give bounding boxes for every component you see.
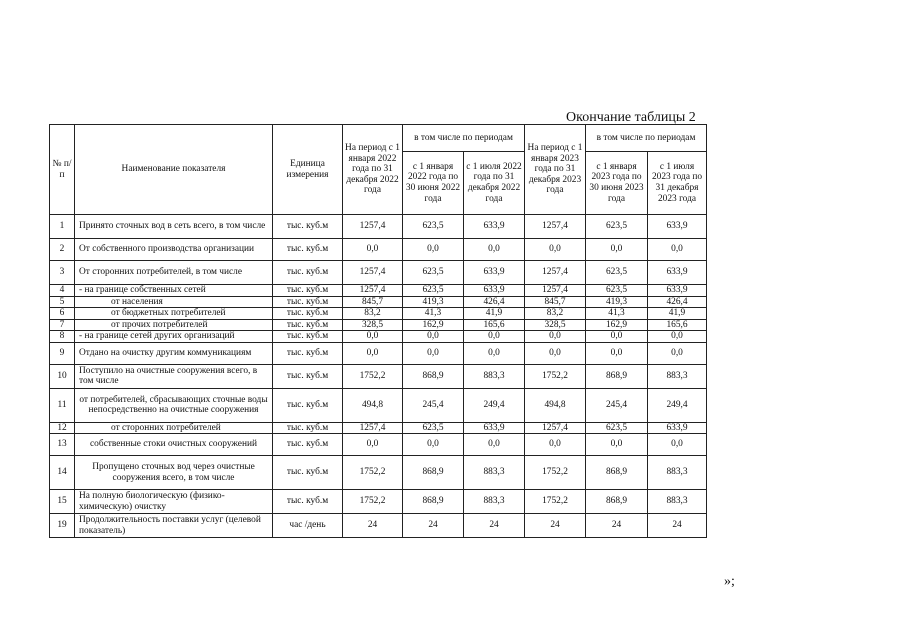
row-number: 7 <box>50 319 75 331</box>
row-value: 868,9 <box>403 456 464 490</box>
row-value: 883,3 <box>464 456 525 490</box>
row-value: 24 <box>403 514 464 538</box>
row-number: 19 <box>50 514 75 538</box>
row-number: 10 <box>50 364 75 388</box>
row-name: От сторонних потребителей, в том числе <box>75 261 273 285</box>
row-value: 249,4 <box>648 388 707 422</box>
row-value: 0,0 <box>648 342 707 364</box>
row-name: На полную биологическую (физико-химическую) очистку <box>75 490 273 514</box>
row-value: 0,0 <box>464 434 525 456</box>
row-name: От собственного производства организации <box>75 239 273 261</box>
row-value: 1257,4 <box>525 422 586 434</box>
row-value: 165,6 <box>464 319 525 331</box>
header-sub-2023: в том числе по периодам <box>586 125 707 152</box>
row-value: 1752,2 <box>343 364 403 388</box>
row-value: 1752,2 <box>525 490 586 514</box>
table-row <box>50 285 707 297</box>
row-unit: тыс. куб.м <box>273 490 343 514</box>
row-value: 426,4 <box>464 296 525 308</box>
row-number: 4 <box>50 285 75 297</box>
row-value: 0,0 <box>403 331 464 343</box>
row-value: 623,5 <box>403 285 464 297</box>
row-name: - на границе сетей других организаций <box>75 331 273 343</box>
row-value: 633,9 <box>464 215 525 239</box>
row-number: 5 <box>50 296 75 308</box>
closing-quote: »; <box>724 574 735 589</box>
row-value: 419,3 <box>403 296 464 308</box>
row-value: 0,0 <box>525 239 586 261</box>
row-value: 1752,2 <box>525 456 586 490</box>
row-value: 1752,2 <box>343 456 403 490</box>
row-value: 1257,4 <box>343 215 403 239</box>
table-row <box>50 319 707 331</box>
row-value: 633,9 <box>648 285 707 297</box>
table-row <box>50 364 707 388</box>
row-value: 623,5 <box>586 261 648 285</box>
row-name: Отдано на очистку другим коммуникациям <box>75 342 273 364</box>
row-value: 0,0 <box>464 342 525 364</box>
row-value: 0,0 <box>586 342 648 364</box>
row-number: 15 <box>50 490 75 514</box>
row-value: 328,5 <box>343 319 403 331</box>
row-value: 868,9 <box>403 364 464 388</box>
row-value: 0,0 <box>648 434 707 456</box>
row-value: 1257,4 <box>343 285 403 297</box>
row-value: 162,9 <box>586 319 648 331</box>
table-row <box>50 215 707 239</box>
row-value: 249,4 <box>464 388 525 422</box>
row-value: 83,2 <box>343 308 403 320</box>
row-value: 426,4 <box>648 296 707 308</box>
row-value: 0,0 <box>343 434 403 456</box>
row-value: 633,9 <box>648 215 707 239</box>
row-value: 0,0 <box>525 434 586 456</box>
row-value: 883,3 <box>464 364 525 388</box>
row-unit: тыс. куб.м <box>273 388 343 422</box>
table-row <box>50 296 707 308</box>
row-value: 245,4 <box>586 388 648 422</box>
row-value: 0,0 <box>586 239 648 261</box>
row-value: 24 <box>343 514 403 538</box>
table-caption: Окончание таблицы 2 <box>566 110 696 125</box>
row-value: 633,9 <box>648 261 707 285</box>
row-unit: тыс. куб.м <box>273 422 343 434</box>
row-name: от потребителей, сбрасывающих сточные воды непосредственно на очистные сооружения <box>75 388 273 422</box>
row-value: 0,0 <box>403 434 464 456</box>
row-number: 8 <box>50 331 75 343</box>
row-value: 633,9 <box>464 285 525 297</box>
row-value: 245,4 <box>403 388 464 422</box>
header-name: Наименование показателя <box>75 125 273 215</box>
row-value: 868,9 <box>403 490 464 514</box>
row-value: 1257,4 <box>343 422 403 434</box>
row-number: 12 <box>50 422 75 434</box>
table-row <box>50 388 707 422</box>
row-value: 24 <box>464 514 525 538</box>
row-value: 845,7 <box>343 296 403 308</box>
row-number: 1 <box>50 215 75 239</box>
row-value: 623,5 <box>403 215 464 239</box>
row-number: 14 <box>50 456 75 490</box>
row-number: 9 <box>50 342 75 364</box>
row-unit: тыс. куб.м <box>273 342 343 364</box>
row-value: 868,9 <box>586 364 648 388</box>
row-number: 2 <box>50 239 75 261</box>
row-unit: тыс. куб.м <box>273 331 343 343</box>
row-value: 623,5 <box>586 422 648 434</box>
header-unit: Единица измерения <box>273 125 343 215</box>
row-value: 0,0 <box>464 331 525 343</box>
row-value: 0,0 <box>343 239 403 261</box>
row-value: 623,5 <box>403 261 464 285</box>
row-value: 24 <box>586 514 648 538</box>
row-number: 13 <box>50 434 75 456</box>
row-name: Поступило на очистные сооружения всего, в том числе <box>75 364 273 388</box>
table-row <box>50 456 707 490</box>
row-name: от бюджетных потребителей <box>75 308 273 320</box>
table-row <box>50 434 707 456</box>
table-row <box>50 261 707 285</box>
row-number: 6 <box>50 308 75 320</box>
table-row <box>50 239 707 261</box>
row-value: 883,3 <box>464 490 525 514</box>
row-value: 1257,4 <box>525 285 586 297</box>
row-value: 0,0 <box>464 239 525 261</box>
row-unit: час /день <box>273 514 343 538</box>
row-number: 11 <box>50 388 75 422</box>
row-name: Принято сточных вод в сеть всего, в том числе <box>75 215 273 239</box>
row-value: 24 <box>525 514 586 538</box>
row-value: 83,2 <box>525 308 586 320</box>
row-value: 41,3 <box>403 308 464 320</box>
row-unit: тыс. куб.м <box>273 239 343 261</box>
table-row <box>50 490 707 514</box>
row-value: 41,3 <box>586 308 648 320</box>
row-unit: тыс. куб.м <box>273 296 343 308</box>
data-table <box>49 124 707 538</box>
row-value: 1752,2 <box>525 364 586 388</box>
row-name: от прочих потребителей <box>75 319 273 331</box>
row-value: 0,0 <box>525 331 586 343</box>
row-value: 0,0 <box>403 239 464 261</box>
row-value: 868,9 <box>586 490 648 514</box>
row-value: 868,9 <box>586 456 648 490</box>
row-value: 633,9 <box>464 261 525 285</box>
header-h1-2022: с 1 января 2022 года по 30 июня 2022 года <box>403 152 464 215</box>
header-period-2023: На период с 1 января 2023 года по 31 декабря 2023 года <box>525 125 586 215</box>
row-value: 1257,4 <box>525 215 586 239</box>
header-period-2022: На период с 1 января 2022 года по 31 декабря 2022 года <box>343 125 403 215</box>
row-value: 633,9 <box>648 422 707 434</box>
table-row <box>50 331 707 343</box>
row-unit: тыс. куб.м <box>273 215 343 239</box>
row-name: Пропущено сточных вод через очистные сооружения всего, в том числе <box>75 456 273 490</box>
row-value: 1257,4 <box>525 261 586 285</box>
header-num: № п/п <box>50 125 75 215</box>
header-h2-2022: с 1 июля 2022 года по 31 декабря 2022 года <box>464 152 525 215</box>
row-name: собственные стоки очистных сооружений <box>75 434 273 456</box>
row-unit: тыс. куб.м <box>273 456 343 490</box>
row-value: 1257,4 <box>343 261 403 285</box>
row-unit: тыс. куб.м <box>273 308 343 320</box>
header-sub-2022: в том числе по периодам <box>403 125 525 152</box>
row-value: 623,5 <box>586 285 648 297</box>
row-value: 845,7 <box>525 296 586 308</box>
row-value: 41,9 <box>648 308 707 320</box>
row-number: 3 <box>50 261 75 285</box>
row-value: 0,0 <box>343 331 403 343</box>
row-value: 1752,2 <box>343 490 403 514</box>
row-value: 494,8 <box>525 388 586 422</box>
row-value: 0,0 <box>586 331 648 343</box>
row-value: 0,0 <box>525 342 586 364</box>
row-name: Продолжительность поставки услуг (целевой показатель) <box>75 514 273 538</box>
row-value: 0,0 <box>403 342 464 364</box>
row-value: 24 <box>648 514 707 538</box>
row-value: 328,5 <box>525 319 586 331</box>
row-name: от населения <box>75 296 273 308</box>
row-name: от сторонних потребителей <box>75 422 273 434</box>
row-unit: тыс. куб.м <box>273 285 343 297</box>
row-unit: тыс. куб.м <box>273 319 343 331</box>
table-row <box>50 342 707 364</box>
table-row <box>50 308 707 320</box>
row-value: 0,0 <box>648 239 707 261</box>
row-value: 883,3 <box>648 490 707 514</box>
table-row <box>50 514 707 538</box>
row-value: 883,3 <box>648 456 707 490</box>
row-value: 165,6 <box>648 319 707 331</box>
row-unit: тыс. куб.м <box>273 364 343 388</box>
header-h1-2023: с 1 января 2023 года по 30 июня 2023 года <box>586 152 648 215</box>
row-value: 494,8 <box>343 388 403 422</box>
row-value: 41,9 <box>464 308 525 320</box>
table-row <box>50 422 707 434</box>
row-value: 0,0 <box>648 331 707 343</box>
row-value: 419,3 <box>586 296 648 308</box>
header-h2-2023: с 1 июля 2023 года по 31 декабря 2023 года <box>648 152 707 215</box>
row-value: 623,5 <box>403 422 464 434</box>
row-name: - на границе собственных сетей <box>75 285 273 297</box>
row-value: 162,9 <box>403 319 464 331</box>
row-value: 883,3 <box>648 364 707 388</box>
row-value: 633,9 <box>464 422 525 434</box>
row-value: 623,5 <box>586 215 648 239</box>
row-unit: тыс. куб.м <box>273 261 343 285</box>
row-unit: тыс. куб.м <box>273 434 343 456</box>
row-value: 0,0 <box>343 342 403 364</box>
row-value: 0,0 <box>586 434 648 456</box>
